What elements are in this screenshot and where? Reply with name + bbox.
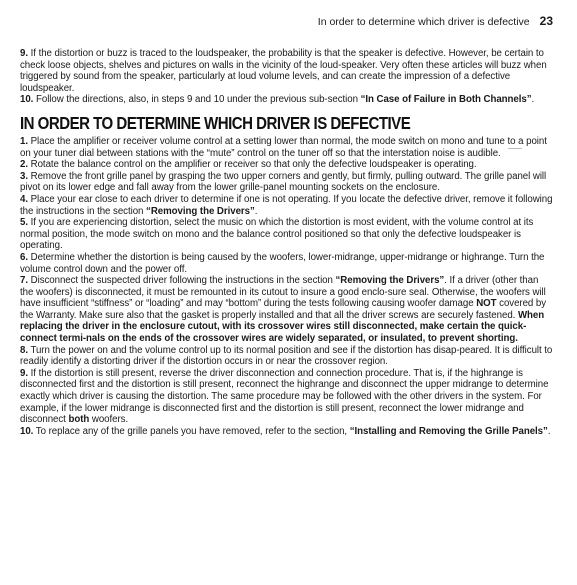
step-number: 1. bbox=[20, 135, 28, 147]
bold-text: “Removing the Drivers” bbox=[146, 205, 255, 217]
step-paragraph bbox=[20, 345, 553, 368]
step-paragraph bbox=[20, 368, 553, 426]
intro-paragraph bbox=[20, 94, 553, 106]
body-text: Follow the directions, also, in steps 9 and 10 under the previous sub-section bbox=[35, 94, 361, 106]
step-number: 6. bbox=[20, 251, 28, 263]
step-paragraph bbox=[20, 194, 553, 217]
bold-text: both bbox=[68, 414, 90, 426]
bold-text: “In Case of Failure in Both Channels” bbox=[360, 94, 532, 106]
step-number: 3. bbox=[20, 170, 28, 182]
step-paragraph bbox=[20, 136, 553, 159]
step-paragraph bbox=[20, 159, 553, 171]
body-text: Disconnect the suspected driver following the instructions in the section bbox=[30, 275, 336, 287]
step-paragraph bbox=[20, 275, 553, 345]
step-number: 7. bbox=[20, 275, 28, 287]
body-text: If you are experiencing distortion, select the music on which the distortion is most evident, with the volume control at its normal position, the mode switch on mono and the balance control positioned so that only the defective loudspeaker is operating. bbox=[20, 217, 534, 252]
step-number: 10. bbox=[20, 94, 34, 106]
step-number: 8. bbox=[20, 344, 28, 356]
intro-list bbox=[20, 48, 553, 106]
step-number: 4. bbox=[20, 193, 28, 205]
running-header bbox=[20, 14, 553, 28]
intro-paragraph bbox=[20, 48, 553, 94]
step-number: 9. bbox=[20, 48, 28, 59]
step-paragraph bbox=[20, 171, 553, 194]
step-number: 9. bbox=[20, 367, 28, 379]
body-text: . bbox=[531, 94, 535, 106]
body-text: . bbox=[254, 205, 258, 217]
bold-text: NOT bbox=[476, 298, 497, 310]
body-text: . If a driver (other than the woofers) is disconnected, it must be remounted in its cutout to insure a good enclo-sure seal. Otherwise, the woofers will have insufficient “stiffness” or “loading” and may “bottom” during the tests following causing woofer damage bbox=[20, 275, 546, 310]
body-text: Place the amplifier or receiver volume control at a setting lower than normal, the mode switch on mono and tune to a point on your tuner dial between stations with the “mute” control on the tuner off so that the interstation noise is audible. bbox=[20, 135, 547, 159]
bold-text: “Installing and Removing the Grille Panels” bbox=[349, 425, 548, 437]
running-title: In order to determine which driver is defective bbox=[317, 16, 530, 28]
body-text: Remove the front grille panel by grasping the two upper corners and gently, but firmly, pulling outward. The grille panel will pivot on its lower edge and fall away from the lower grille-panel mounting sockets on the enclosure. bbox=[20, 170, 547, 194]
steps-list bbox=[20, 136, 553, 437]
body-text: Place your ear close to each driver to determine if one is not operating. If you locate the defective driver, remove it following the instructions in the section bbox=[20, 193, 553, 217]
step-paragraph bbox=[20, 217, 553, 252]
section-heading: IN ORDER TO DETERMINE WHICH DRIVER IS DEFECTIVE bbox=[20, 112, 411, 133]
step-paragraph bbox=[20, 252, 553, 275]
body-text: woofers. bbox=[89, 414, 129, 426]
step-number: 10. bbox=[20, 425, 34, 437]
body-text: . bbox=[547, 425, 551, 437]
body-text: To replace any of the grille panels you have removed, refer to the section, bbox=[35, 425, 350, 437]
page-number: 23 bbox=[539, 14, 553, 28]
body-text: Determine whether the distortion is being caused by the woofers, lower-midrange, upper-midrange or highrange. Turn the volume control down and the power off. bbox=[20, 251, 545, 275]
bold-text: “Removing the Drivers” bbox=[335, 275, 445, 287]
body-text: Rotate the balance control on the amplifier or receiver so that only the defective loudspeaker is operating. bbox=[30, 159, 477, 171]
step-number: 5. bbox=[20, 217, 28, 229]
step-number: 2. bbox=[20, 159, 28, 171]
body-text: Turn the power on and the volume control up to its normal position and see if the distortion has disap-peared. It is difficult to readily identify a distorting driver if the distortion occurs in or near the crossover region. bbox=[20, 344, 553, 368]
body-text: If the distortion is still present, reverse the driver disconnection and connection procedure. That is, if the highrange is disconnected first and the distortion is still present, reconnect the highrange and disconnect the upper midrange to determine exactly which driver is causing the distortion. The same procedure may be followed with the other drivers in the system. For example, if the lower midrange is disconnected first and the distortion is still present, reconnect the lower midrange and disconnect bbox=[20, 367, 549, 426]
scan-mark bbox=[508, 148, 522, 150]
body-text: covered by the Warranty. Make sure also that the gasket is properly installed and that all the driver screws are securely fastened. bbox=[20, 298, 547, 321]
body-text: If the distortion or buzz is traced to the loudspeaker, the probability is that the speaker is defective. However, be certain to check loose objects, shelves and pictures on walls in the vicinity of the loud-speaker. Very often these articles will buzz when triggered by sound from the speaker, particularly at loud volume levels, and can create the impression of a defective loudspeaker. bbox=[20, 48, 547, 94]
step-paragraph bbox=[20, 426, 553, 438]
bold-text: When replacing the driver in the enclosure cutout, with its crossover wires still disconnected, make certain the quick-connect termi-nals on the ends of the crossover wires are widely separated, or insulated, to prevent shorting. bbox=[20, 309, 545, 345]
